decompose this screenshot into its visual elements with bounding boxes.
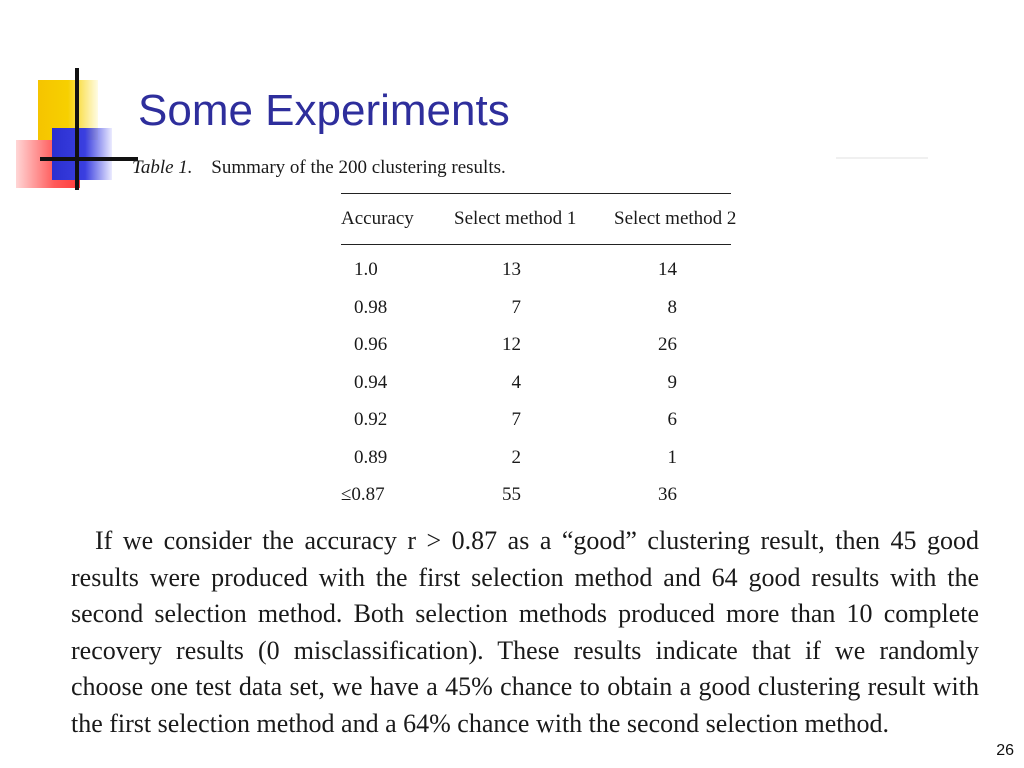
logo-blue-square	[52, 128, 112, 180]
cell-method-2: 8	[667, 296, 677, 318]
cell-accuracy: 1.0	[354, 259, 378, 280]
header-select-method-2: Select method 2	[614, 208, 737, 229]
cell-method-2: 14	[658, 259, 677, 280]
table-row	[341, 334, 731, 372]
slide-title: Some Experiments	[138, 86, 510, 135]
cell-method-1: 12	[502, 334, 521, 355]
cell-accuracy: 0.92	[354, 409, 388, 430]
results-table	[341, 193, 737, 522]
header-accuracy: Accuracy	[341, 208, 414, 229]
cell-method-2: 6	[667, 409, 677, 430]
cell-accuracy: 0.98	[354, 296, 388, 318]
table-row	[341, 259, 731, 297]
cell-accuracy: 0.89	[354, 446, 388, 468]
table-header	[341, 194, 737, 245]
table-row	[341, 297, 731, 335]
paragraph-text: If we consider the accuracy r > 0.87 as a “good” clustering result, then 45 good results were produced with the first selection method and 64 good results with the second selection method. Both selection methods produced more than 10 complete recovery results (0 misclassification). These results indicate that if we randomly choose one test data set, we have a 45% chance to obtain a good clustering result with the first selection method and a 64% chance with the second selection method.	[71, 526, 979, 738]
cell-method-1: 13	[502, 259, 521, 280]
cell-method-1: 55	[502, 484, 521, 505]
page-number: 26	[996, 742, 1014, 759]
table-caption-label: Table 1.	[132, 157, 193, 178]
body-paragraph	[71, 523, 979, 743]
table-caption	[132, 157, 506, 179]
table-row	[341, 447, 731, 485]
cell-method-2: 9	[667, 371, 677, 393]
table-row	[341, 484, 731, 522]
table-caption-text: Summary of the 200 clustering results.	[211, 157, 506, 178]
cell-method-1: 7	[511, 409, 521, 430]
cell-method-1: 2	[511, 446, 521, 468]
cell-accuracy: 0.94	[354, 371, 388, 393]
logo-horizontal-line	[40, 157, 138, 161]
slide-logo-icon	[0, 0, 140, 195]
table-row	[341, 409, 731, 447]
table-body	[341, 245, 731, 522]
cell-method-1: 4	[511, 371, 521, 393]
cell-accuracy: ≤0.87	[341, 484, 385, 505]
header-select-method-1: Select method 1	[454, 208, 577, 229]
cell-method-2: 36	[658, 484, 677, 505]
cell-method-2: 26	[658, 334, 677, 355]
table-row	[341, 372, 731, 410]
logo-vertical-line	[75, 68, 79, 190]
cell-method-1: 7	[511, 296, 521, 318]
cell-accuracy: 0.96	[354, 334, 388, 355]
decorative-divider	[836, 157, 928, 159]
cell-method-2: 1	[667, 446, 677, 468]
